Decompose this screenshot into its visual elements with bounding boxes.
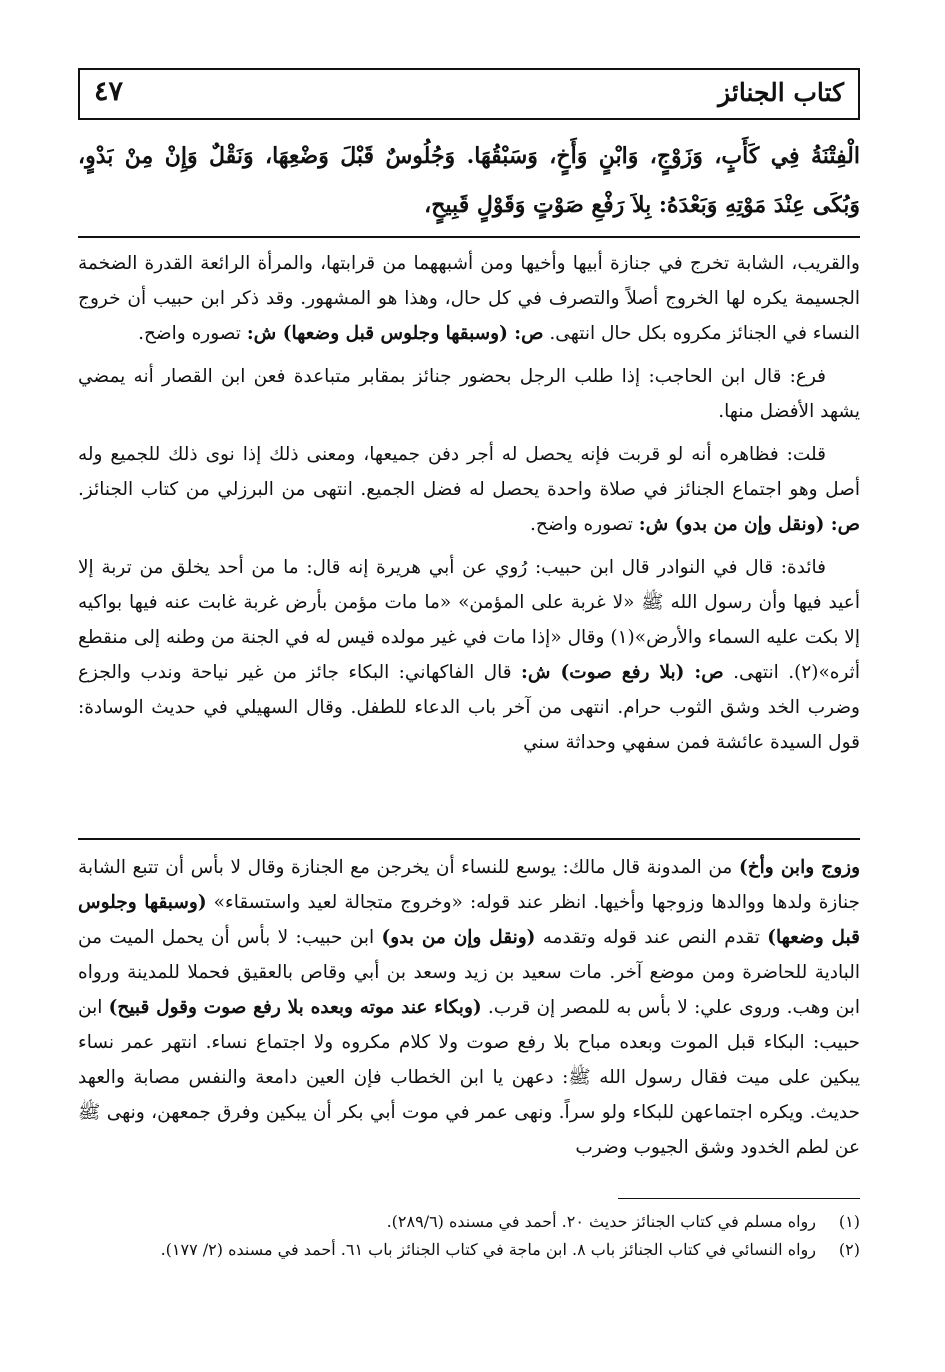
divider-rule <box>78 236 860 238</box>
citation-marker: ص: (ونقل وإن من بدو) ش: <box>638 514 860 535</box>
upper-commentary <box>78 246 860 768</box>
footnote-text: رواه مسلم في كتاب الجنائز حديث ٢٠. أحمد في مسنده (٢٨٩/٦). <box>386 1212 816 1231</box>
footnotes <box>78 1208 860 1264</box>
book-page <box>78 68 860 1358</box>
citation-marker: (وسبقها وجلوس قبل وضعها) <box>78 892 860 948</box>
footnote-text: رواه النسائي في كتاب الجنائز باب ٨. ابن ماجة في كتاب الجنائز باب ٦١. أحمد في مسنده (٢/ ١٧٧). <box>160 1240 816 1259</box>
footnote-item <box>78 1236 860 1264</box>
commentary-paragraph: والقريب، الشابة تخرج في جنازة أبيها وأخيها ومن أشبههما من قرابتها، والمرأة الرائعة القدرة الضخمة الجسيمة يكره لها الخروج أصلاً والتصرف في كل حال، وهذا هو المشهور. وقد ذكر ابن حبيب أن خروج النساء في الجنائز مكروه بكل حال انتهى. ص: (وسبقها وجلوس قبل وضعها) ش: تصوره واضح. <box>78 253 860 344</box>
citation-marker: وزوج وابن وأخ) <box>738 857 861 878</box>
page-header <box>78 68 860 120</box>
citation-marker: ص: (وسبقها وجلوس قبل وضعها) ش: <box>246 323 544 344</box>
citation-marker: ص: (بلا رفع صوت) ش: <box>521 662 724 683</box>
citation-marker: (ونقل وإن من بدو) <box>381 927 536 948</box>
commentary-paragraph: فائدة: قال في النوادر قال ابن حبيب: رُوي عن أبي هريرة إنه قال: ما من أحد يخلق من تربة إلا أعيد فيها وأن رسول الله ﷺ «لا غربة على المؤمن» «ما مات مؤمن بأرض غربة غابت عنه فيها بواكيه إلا بكت عليه السماء والأرض»(١) وقال «إذا مات في غير مولده قيس له في الجنة من وطنه إلى منقطع أثره»(٢). انتهى. ص: (بلا رفع صوت) ش: قال الفاكهاني: البكاء جائز من غير نياحة وندب والجزع وضرب الخد وشق الثوب حرام. انتهى من آخر باب الدعاء للطفل. وقال السهيلي في حديث الوسادة: قول السيدة عائشة فمن سفهي وحداثة سني <box>78 557 860 753</box>
footnote-item <box>78 1208 860 1236</box>
page-number: ٤٧ <box>94 76 124 107</box>
footnote-number: (١) <box>838 1212 860 1231</box>
commentary-paragraph: فرع: قال ابن الحاجب: إذا طلب الرجل بحضور جنائز بمقابر متباعدة فعن ابن القصار أنه يمضي يشهد الأفضل منها. <box>78 366 860 422</box>
lower-commentary <box>78 850 860 1173</box>
divider-rule <box>78 838 860 840</box>
chapter-title: كتاب الجنائز <box>718 78 844 107</box>
main-matn-text: الْفِتْنَةُ فِي كَأَبٍ، وَزَوْجٍ، وَابْنٍ وَأَخٍ، وَسَبْقُهَا. وَجُلُوسٌ قَبْلَ وَضْعِهَا، وَنَقْلٌ وَإِنْ مِنْ بَدْوٍ، وَبُكَى عِنْدَ مَوْتِهِ وَبَعْدَهُ: بِلاَ رَفْعِ صَوْتٍ وَقَوْلٍ قَبِيحٍ، <box>78 143 860 218</box>
commentary-paragraph: قلت: فظاهره أنه لو قربت فإنه يحصل له أجر دفن جميعها، ومعنى ذلك إذا نوى ذلك للجميع وله أصل وهو اجتماع الجنائز في صلاة واحدة يحصل له فضل الجميع. انتهى من البرزلي من كتاب الجنائز. ص: (ونقل وإن من بدو) ش: تصوره واضح. <box>78 444 860 535</box>
footnote-number: (٢) <box>838 1240 860 1259</box>
commentary-paragraph: وزوج وابن وأخ) من المدونة قال مالك: يوسع للنساء أن يخرجن مع الجنازة وقال لا بأس أن تتبع الشابة جنازة ولدها ووالدها وزوجها وأخيها. انظر عند قوله: «وخروج متجالة لعيد واستسقاء» (وسبقها وجلوس قبل وضعها) تقدم النص عند قوله وتقدمه (ونقل وإن من بدو) ابن حبيب: لا بأس أن يحمل الميت من البادية للحاضرة ومن موضع آخر. مات سعيد بن زيد وسعد بن أبي وقاص بالعقيق فحملا للمدينة ورواه ابن وهب. وروى علي: لا بأس به للمصر إن قرب. (وبكاء عند موته وبعده بلا رفع صوت وقول قبيح) ابن حبيب: البكاء قبل الموت وبعده مباح بلا رفع صوت ولا كلام مكروه ولا اجتماع نساء. انتهر عمر نساء يبكين على ميت فقال رسول الله ﷺ: دعهن يا ابن الخطاب فإن العين دامعة والنفس مصابة والعهد حديث. ويكره اجتماعهن للبكاء ولو سراً. ونهى عمر في موت أبي بكر أن يبكين وفرق جمعهن، ونهى ﷺ عن لطم الخدود وشق الجيوب وضرب <box>78 857 861 1158</box>
citation-marker: (وبكاء عند موته وبعده بلا رفع صوت وقول قبيح) <box>108 997 482 1018</box>
footnote-rule <box>618 1198 860 1199</box>
